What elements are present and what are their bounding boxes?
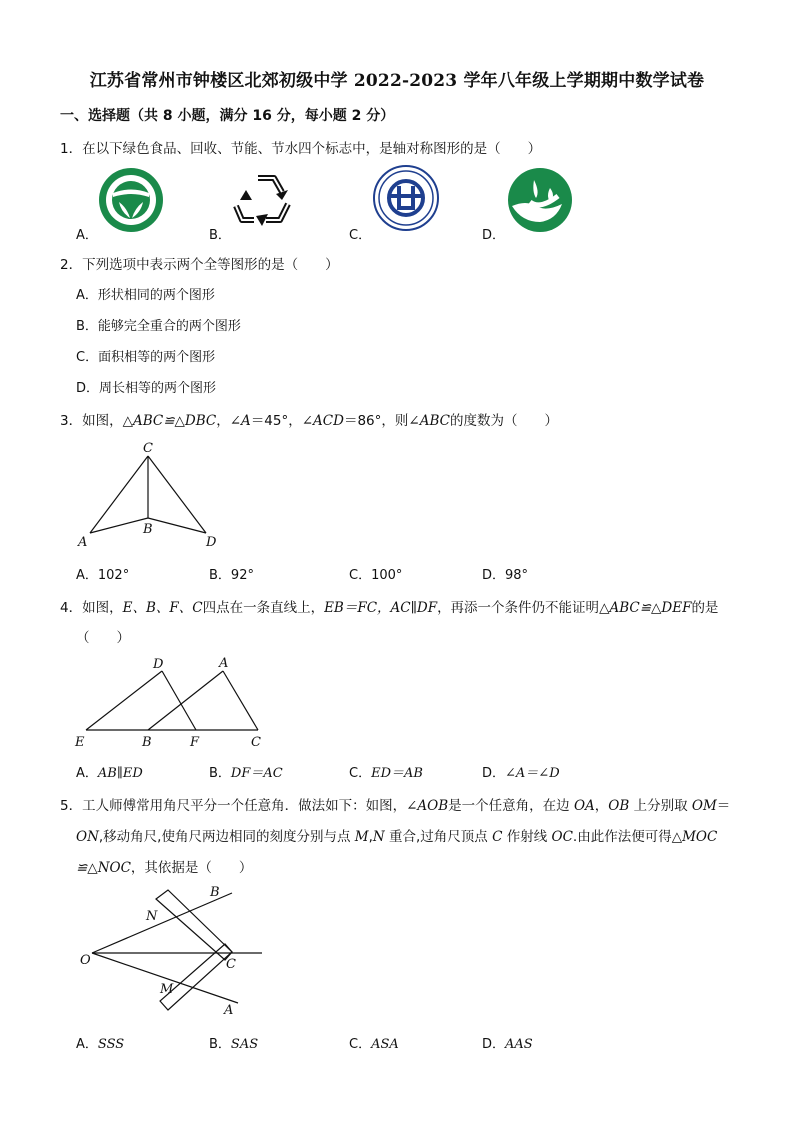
q3-label-c: C bbox=[143, 441, 153, 456]
q5-option-c[interactable]: C．ASA bbox=[349, 1037, 399, 1052]
q4-label-c: C bbox=[251, 735, 261, 750]
q3-segment-ca bbox=[90, 456, 148, 533]
q3-label-a: A bbox=[78, 535, 88, 550]
q4-segment-ba bbox=[148, 671, 223, 730]
q5-label-a: A bbox=[224, 1003, 234, 1018]
q5-stem-line1: 5．工人师傅常用角尺平分一个任意角．做法如下：如图，∠AOB是一个任意角，在边 OA，OB 上分别取 OM＝ bbox=[60, 798, 731, 814]
q1-option-b[interactable]: B． bbox=[209, 228, 231, 243]
q3-segment-bd bbox=[148, 518, 206, 533]
q5-label-c: C bbox=[226, 957, 236, 972]
q5-stem-line3: ≌△NOC，其依据是（ ） bbox=[76, 860, 253, 876]
q3-option-c[interactable]: C．100° bbox=[349, 568, 403, 583]
q1-option-d[interactable]: D． bbox=[482, 228, 506, 243]
q3-label-b: B bbox=[143, 522, 153, 537]
q4-option-d[interactable]: D．∠A＝∠D bbox=[482, 766, 560, 781]
q3-segment-ab bbox=[90, 518, 148, 533]
q2-option-c[interactable]: C．面积相等的两个图形 bbox=[76, 350, 216, 365]
q3-option-b[interactable]: B．92° bbox=[209, 568, 254, 583]
q4-option-a[interactable]: A．AB∥ED bbox=[76, 766, 143, 781]
q5-label-b: B bbox=[210, 885, 220, 900]
q3-option-d[interactable]: D．98° bbox=[482, 568, 529, 583]
q1-stem: 1．在以下绿色食品、回收、节能、节水四个标志中，是轴对称图形的是（ ） bbox=[60, 141, 542, 157]
q5-ruler-upper bbox=[156, 890, 232, 960]
q5-stem-line2: ON,移动角尺,使角尺两边相同的刻度分别与点 M,N 重合,过角尺顶点 C 作射线 OC.由此作法便可得△MOC bbox=[76, 829, 718, 845]
q5-label-o: O bbox=[80, 953, 91, 968]
q4-stem-line2: （ ） bbox=[76, 630, 130, 646]
q2-option-d[interactable]: D．周长相等的两个图形 bbox=[76, 381, 217, 396]
q5-option-a[interactable]: A．SSS bbox=[76, 1037, 125, 1052]
q4-label-f: F bbox=[190, 735, 200, 750]
q5-option-d[interactable]: D．AAS bbox=[482, 1037, 533, 1052]
q4-segment-df bbox=[162, 671, 196, 730]
q4-option-c[interactable]: C．ED＝AB bbox=[349, 766, 423, 781]
q3-segment-cd bbox=[148, 456, 206, 533]
q5-label-n: N bbox=[146, 909, 158, 924]
q3-stem: 3．如图，△ABC≌△DBC，∠A＝45°，∠ACD＝86°，则∠ABC的度数为（ ） bbox=[60, 413, 558, 429]
q2-stem: 2．下列选项中表示两个全等图形的是（ ） bbox=[60, 257, 339, 273]
q5-label-m: M bbox=[160, 982, 174, 997]
q2-option-b[interactable]: B．能够完全重合的两个图形 bbox=[76, 319, 241, 334]
q5-option-b[interactable]: B．SAS bbox=[209, 1037, 259, 1052]
q4-label-b: B bbox=[142, 735, 152, 750]
paper-title: 江苏省常州市钟楼区北郊初级中学 2022-2023 学年八年级上学期期中数学试卷 bbox=[89, 71, 705, 91]
q4-label-e: E bbox=[75, 735, 85, 750]
q5-ray-ob bbox=[92, 893, 232, 953]
q4-label-d: D bbox=[153, 657, 164, 672]
q4-option-b[interactable]: B．DF＝AC bbox=[209, 766, 283, 781]
q4-segment-ac bbox=[223, 671, 258, 730]
section-heading: 一、选择题（共 8 小题，满分 16 分，每小题 2 分） bbox=[60, 108, 395, 124]
q4-stem: 4．如图，E、B、F、C四点在一条直线上，EB＝FC，AC∥DF，再添一个条件仍不能证明△ABC≌△DEF的是 bbox=[60, 600, 719, 616]
q2-option-a[interactable]: A．形状相同的两个图形 bbox=[76, 288, 215, 303]
q4-label-a: A bbox=[219, 656, 229, 671]
q3-label-d: D bbox=[206, 535, 217, 550]
q1-option-c[interactable]: C． bbox=[349, 228, 372, 243]
q4-segment-ed bbox=[86, 671, 162, 730]
q1-option-a[interactable]: A． bbox=[76, 228, 98, 243]
q5-ruler-lower bbox=[160, 944, 232, 1010]
q3-option-a[interactable]: A．102° bbox=[76, 568, 130, 583]
